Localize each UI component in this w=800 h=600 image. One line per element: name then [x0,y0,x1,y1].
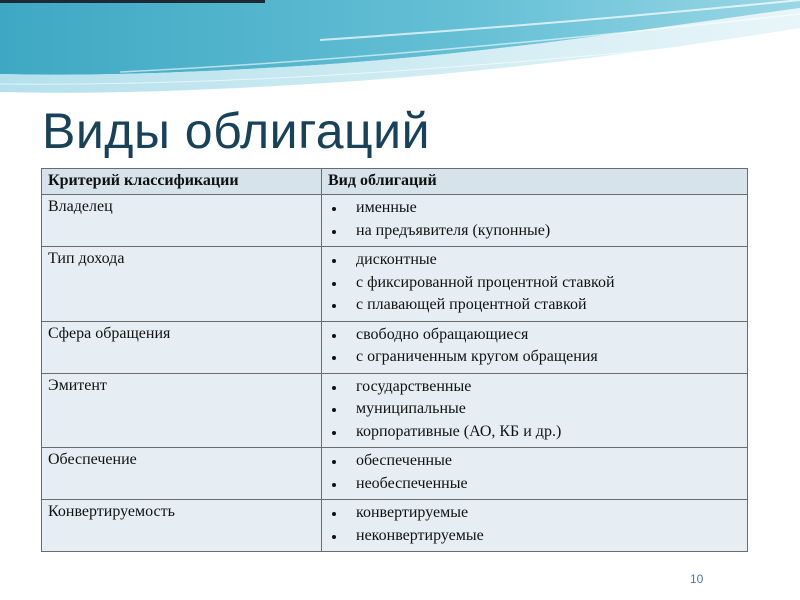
bullet-icon [332,259,336,263]
bullet-icon [332,535,336,539]
bond-type-list [328,450,741,495]
bullet-icon [332,460,336,464]
bond-type-label: дисконтные [356,251,437,268]
list-item [328,376,741,399]
table-row [42,448,748,500]
bond-type-label: государственные [356,377,472,395]
list-item [328,450,741,473]
bullet-icon [332,334,336,338]
criterion-cell: Обеспечение [42,448,322,500]
bond-type-cell [322,448,748,500]
top-line-decoration [0,0,265,3]
table-body [42,195,748,552]
bond-type-label: с ограниченным кругом обращения [356,348,598,365]
bullet-icon [332,483,336,487]
list-item [328,272,741,295]
page-number: 10 [690,572,704,586]
bond-type-cell [322,247,748,322]
bullet-icon [332,282,336,286]
criterion-cell: Тип дохода [42,247,322,322]
bond-type-label: на предъявителя (купонные) [356,221,551,239]
bond-types-table [41,168,748,552]
bond-type-label: именные [356,199,417,216]
bond-type-label: неконвертируемые [356,526,484,544]
header-bond-type: Вид облигаций [322,169,748,195]
bond-type-list [328,502,741,547]
list-item [328,398,741,421]
table-row [42,321,748,373]
table-row [42,373,748,448]
bullet-icon [332,304,336,308]
bond-type-label: конвертируемые [356,504,469,521]
criterion-cell: Владелец [42,195,322,247]
criterion-cell: Сфера обращения [42,321,322,373]
bond-type-list [328,376,741,444]
bond-type-cell [322,373,748,448]
bond-type-cell [322,321,748,373]
list-item [328,525,741,548]
bond-type-cell [322,195,748,247]
list-item [328,324,741,347]
criterion-cell: Конвертируемость [42,500,322,552]
bond-type-list [328,324,741,369]
criterion-cell: Эмитент [42,373,322,448]
bond-type-label: с фиксированной процентной ставкой [356,273,615,291]
slide-title: Виды облигаций [42,103,431,159]
bond-type-label: свободно обращающиеся [356,325,529,343]
bond-type-list [328,249,741,317]
list-item [328,197,741,220]
bond-type-label: обеспеченные [356,452,452,469]
table-row [42,195,748,247]
list-item [328,294,741,317]
table-row [42,247,748,322]
bond-type-label: необеспеченные [356,474,468,492]
bond-type-cell [322,500,748,552]
bond-type-label: корпоративные (АО, КБ и др.) [356,422,562,440]
bond-type-label: с плавающей процентной ставкой [356,296,587,313]
bullet-icon [332,207,336,211]
bullet-icon [332,431,336,435]
bullet-icon [332,408,336,412]
bullet-icon [332,512,336,516]
wave-banner [0,0,800,110]
list-item [328,346,741,369]
bullet-icon [332,356,336,360]
table-row [42,500,748,552]
bond-type-list [328,197,741,242]
bullet-icon [332,230,336,234]
table-header-row [42,169,748,195]
bond-type-label: муниципальные [356,400,466,417]
list-item [328,220,741,243]
list-item [328,249,741,272]
bullet-icon [332,386,336,390]
list-item [328,473,741,496]
list-item [328,421,741,444]
list-item [328,502,741,525]
header-criterion: Критерий классификации [42,169,322,195]
